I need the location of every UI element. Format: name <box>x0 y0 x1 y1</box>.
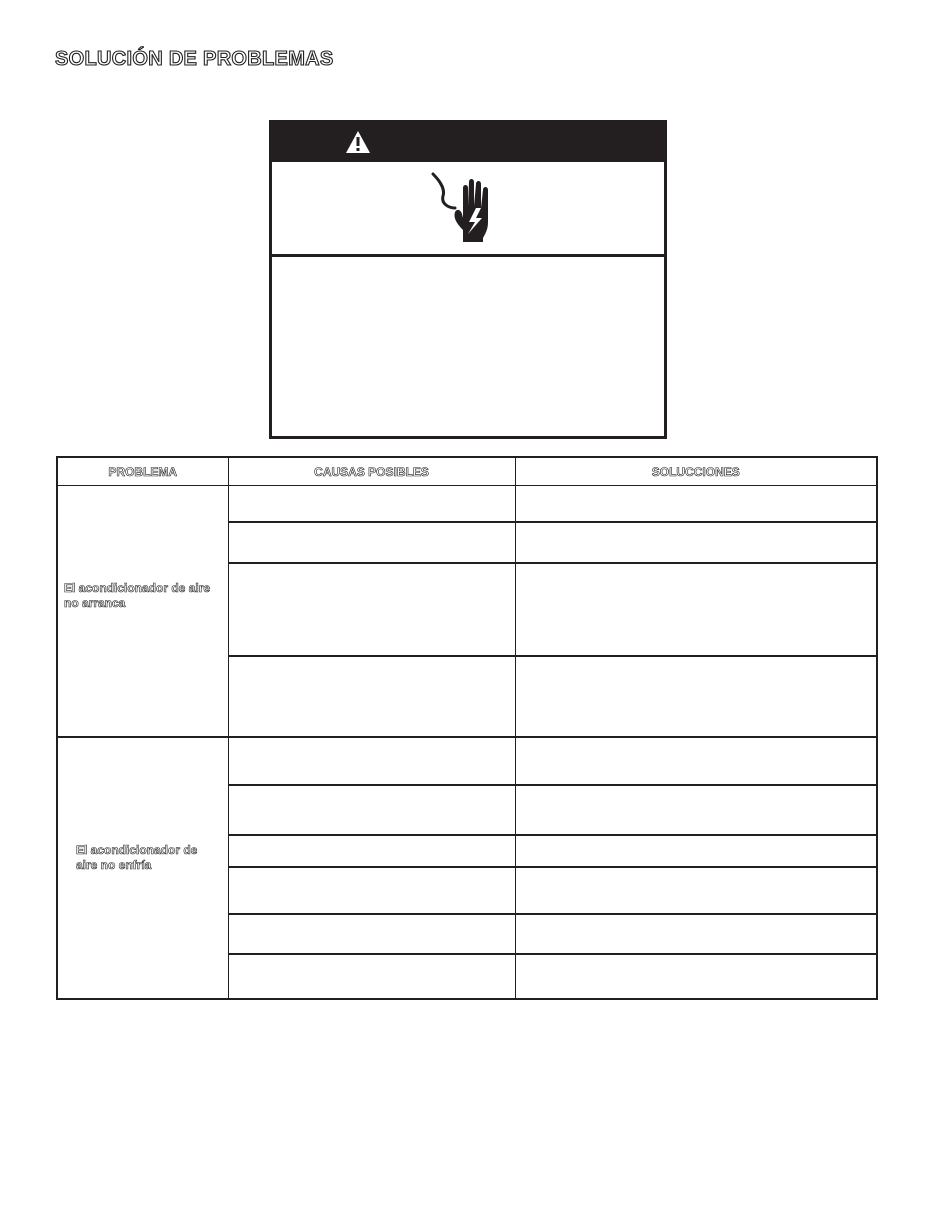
causes-column-header: CAUSAS POSIBLES <box>228 457 515 486</box>
solution-cell <box>515 522 877 563</box>
cause-cell <box>228 954 515 999</box>
solution-cell <box>515 867 877 914</box>
table-header-row <box>57 457 877 486</box>
table-row <box>57 737 877 785</box>
problem-cell: El acondicionador de aire no enfría <box>57 737 228 999</box>
warning-box <box>269 120 667 439</box>
solution-cell <box>515 656 877 737</box>
cause-cell <box>228 563 515 656</box>
page-title: SOLUCIÓN DE PROBLEMAS <box>55 48 334 70</box>
solution-cell <box>515 563 877 656</box>
problem-column-header: PROBLEMA <box>57 457 228 486</box>
troubleshooting-table <box>56 456 878 1000</box>
cause-cell <box>228 835 515 867</box>
cause-cell <box>228 867 515 914</box>
solution-cell <box>515 954 877 999</box>
problem-cell: El acondicionador de aire no arranca <box>57 486 228 737</box>
solution-cell <box>515 835 877 867</box>
solution-cell <box>515 486 877 522</box>
cause-cell <box>228 656 515 737</box>
warning-hazard-area <box>272 162 664 257</box>
warning-text-area <box>272 257 664 433</box>
electric-shock-hand-icon <box>427 172 493 244</box>
cause-cell <box>228 486 515 522</box>
solution-cell <box>515 914 877 954</box>
table-row <box>57 486 877 522</box>
solution-cell <box>515 785 877 835</box>
warning-header <box>272 123 664 162</box>
cause-cell <box>228 914 515 954</box>
cause-cell <box>228 737 515 785</box>
solution-cell <box>515 737 877 785</box>
cause-cell <box>228 522 515 563</box>
cause-cell <box>228 785 515 835</box>
warning-triangle-icon <box>345 130 371 154</box>
solutions-column-header: SOLUCCIONES <box>515 457 877 486</box>
